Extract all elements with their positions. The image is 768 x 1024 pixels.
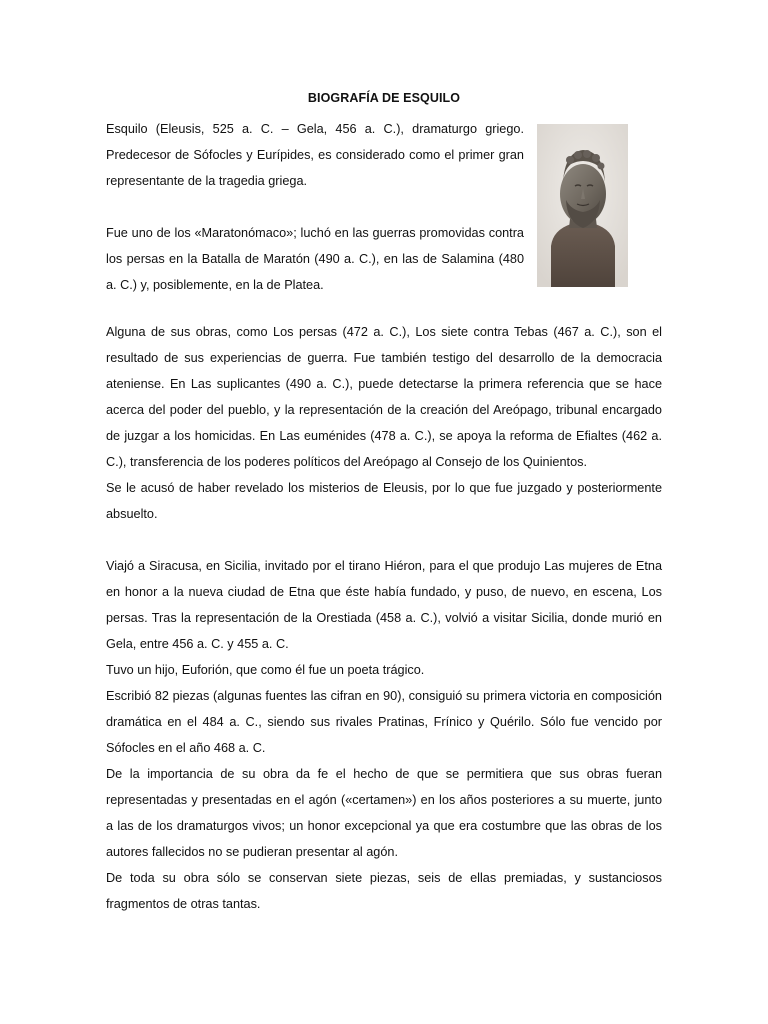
paragraph-piezas: Escribió 82 piezas (algunas fuentes las cifran en 90), consiguió su primera victoria en composición dramática en el 484 a. C., siendo sus rivales Pratinas, Frínico y Quérilo. Sólo fue vencido por Sófocles en el año 468 a. C. xyxy=(106,689,662,755)
paragraph-conservan: De toda su obra sólo se conservan siete piezas, seis de ellas premiadas, y sustanciosos fragmentos de otras tantas. xyxy=(106,871,662,911)
paragraph-intro: Esquilo (Eleusis, 525 a. C. – Gela, 456 a. C.), dramaturgo griego. Predecesor de Sófocles y Eurípides, es considerado como el primer gran representante de la tragedia griega. xyxy=(106,122,524,188)
bust-illustration xyxy=(537,124,628,287)
intro-column xyxy=(106,116,524,298)
paragraph-euforion: Tuvo un hijo, Euforión, que como él fue un poeta trágico. xyxy=(106,663,425,677)
paragraph-sicilia: Viajó a Siracusa, en Sicilia, invitado por el tirano Hiéron, para el que produjo Las mujeres de Etna en honor a la nueva ciudad de Etna que éste había fundado, y puso, de nuevo, en escena, Los persas. Tras la representación de la Orestiada (458 a. C.), volvió a visitar Sicilia, donde murió en Gela, entre 456 a. C. y 455 a. C. xyxy=(106,559,662,651)
paragraph-eleusis: Se le acusó de haber revelado los misterios de Eleusis, por lo que fue juzgado y posteriormente absuelto. xyxy=(106,481,662,521)
aeschylus-bust-image xyxy=(537,124,628,287)
paragraph-agon: De la importancia de su obra da fe el hecho de que se permitiera que sus obras fueran representadas y presentadas en el agón («certamen») en los años posteriores a su muerte, junto a las de los dramaturgos vivos; un honor excepcional ya que era costumbre que las obras de los autores fallecidos no se pudieran presentar al agón. xyxy=(106,767,662,859)
paragraph-obras: Alguna de sus obras, como Los persas (472 a. C.), Los siete contra Tebas (467 a. C.), son el resultado de sus experiencias de guerra. Fue también testigo del desarrollo de la democracia ateniense. En Las suplicantes (490 a. C.), puede detectarse la primera referencia que se hace acerca del poder del pueblo, y la representación de la creación del Areópago, tribunal encargado de juzgar a los homicidas. En Las euménides (478 a. C.), se apoya la reforma de Efialtes (462 a. C.), transferencia de los poderes políticos del Areópago al Consejo de los Quinientos. xyxy=(106,325,662,469)
body-column xyxy=(106,319,662,917)
paragraph-maraton: Fue uno de los «Maratonómaco»; luchó en las guerras promovidas contra los persas en la Batalla de Maratón (490 a. C.), en las de Salamina (480 a. C.) y, posiblemente, en la de Platea. xyxy=(106,226,524,292)
page-title: BIOGRAFÍA DE ESQUILO xyxy=(307,91,461,105)
